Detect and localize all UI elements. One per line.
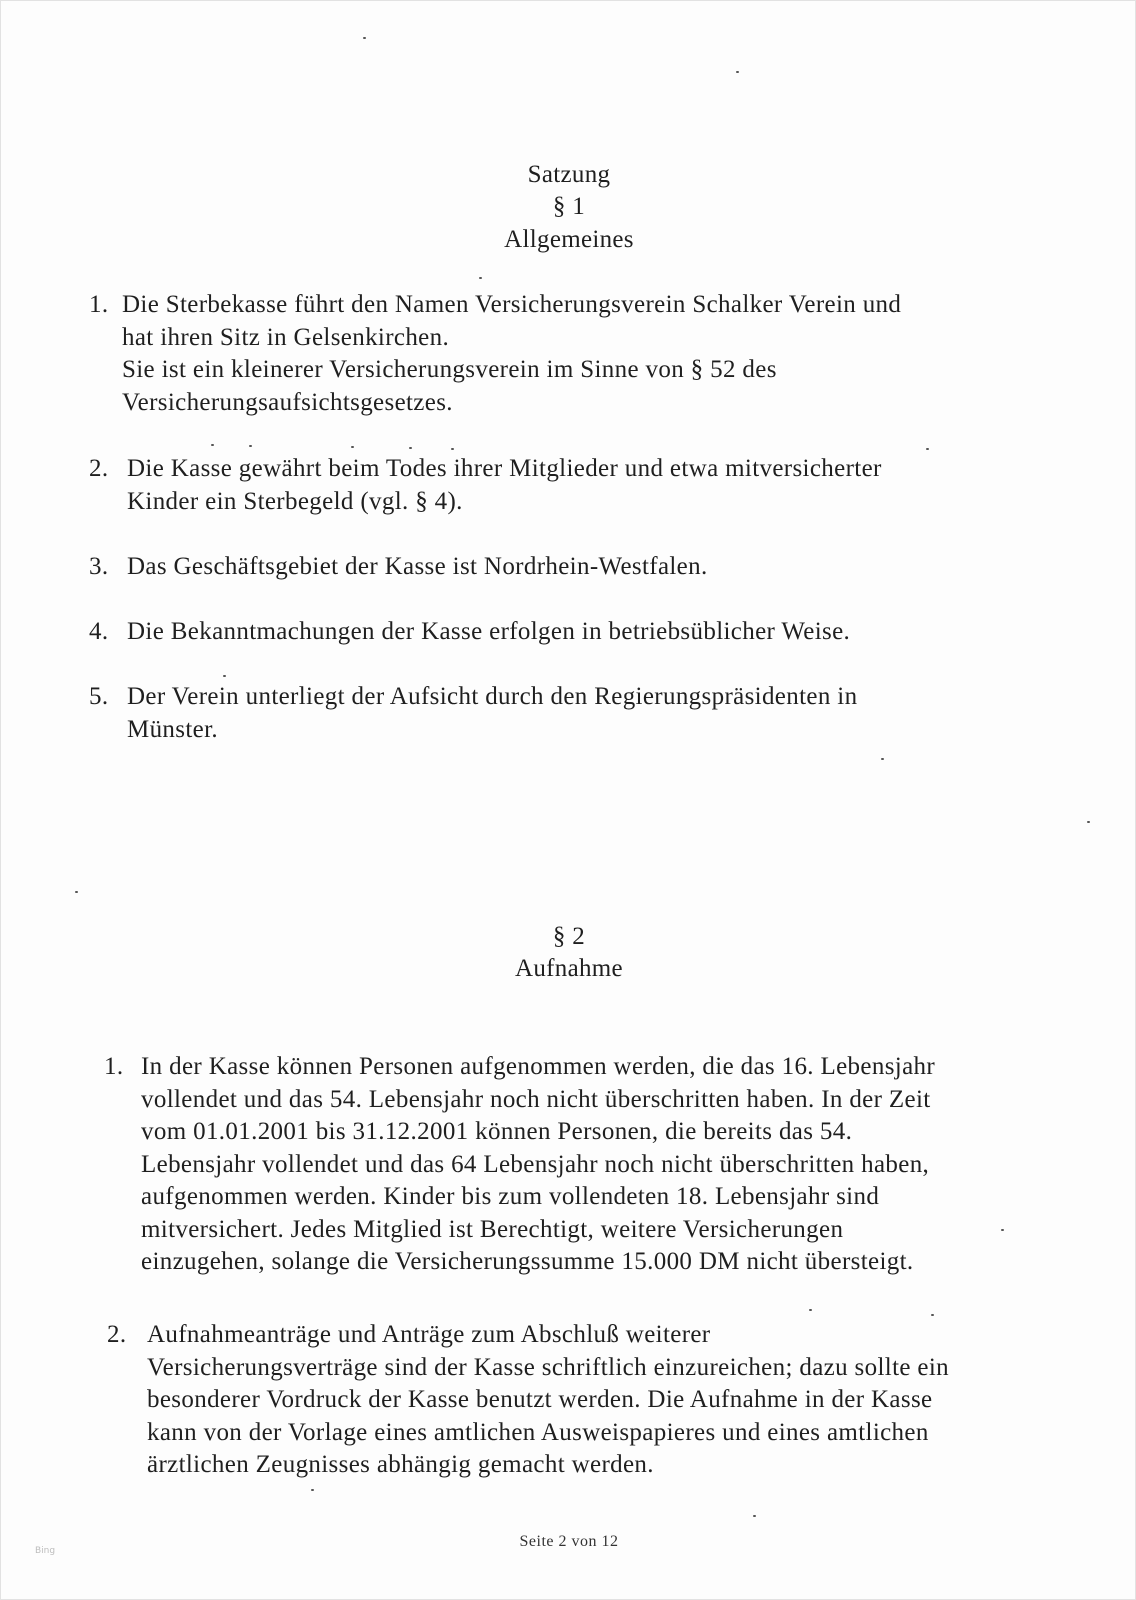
item-line: Die Sterbekasse führt den Namen Versicherungsverein Schalker Verein und (122, 291, 902, 318)
item-number: 5. (89, 683, 109, 710)
scan-speck (926, 448, 929, 450)
watermark-text: Bing (35, 1546, 56, 1556)
scan-speck (1001, 1229, 1004, 1231)
item-line: Sie ist ein kleinerer Versicherungsverein im Sinne von § 52 des (122, 356, 777, 383)
scan-speck (809, 1309, 812, 1311)
item-line: Die Bekanntmachungen der Kasse erfolgen in betriebsüblicher Weise. (127, 618, 851, 645)
scan-speck (881, 758, 884, 760)
scan-speck (363, 37, 366, 39)
document-title: Satzung (527, 161, 611, 188)
scan-speck (931, 1314, 934, 1316)
scan-speck (311, 1489, 314, 1491)
scan-speck (736, 71, 739, 73)
item-line: Die Kasse gewährt beim Todes ihrer Mitglieder und etwa mitversicherter (127, 455, 882, 482)
item-line: kann von der Vorlage eines amtlichen Ausweispapieres und eines amtlichen (147, 1418, 929, 1446)
page-number: Seite 2 von 12 (519, 1533, 619, 1550)
section-1-heading: Allgemeines (504, 226, 634, 253)
item-number: 1. (89, 291, 109, 318)
item-number: 3. (89, 553, 109, 580)
section-1-sign: § 1 (552, 193, 586, 220)
list-item (89, 616, 1089, 649)
scan-speck (1087, 821, 1090, 823)
item-line: In der Kasse können Personen aufgenommen werden, die das 16. Lebensjahr (141, 1053, 936, 1080)
item-line: Versicherungsaufsichtsgesetzes. (122, 388, 453, 416)
scan-speck (753, 1515, 756, 1517)
list-item (107, 1319, 1107, 1482)
list-item (89, 681, 1089, 746)
item-line: Aufnahmeanträge und Anträge zum Abschluß weiterer (147, 1321, 711, 1348)
item-line: mitversichert. Jedes Mitglied ist Berechtigt, weitere Versicherungen (141, 1215, 844, 1243)
item-line: aufgenommen werden. Kinder bis zum vollendeten 18. Lebensjahr sind (141, 1183, 880, 1210)
scan-speck (409, 447, 412, 449)
item-line: Lebensjahr vollendet und das 64 Lebensjahr noch nicht überschritten haben, (141, 1150, 930, 1178)
scan-speck (479, 277, 482, 279)
item-line: Kinder ein Sterbegeld (vgl. § 4). (127, 487, 463, 515)
item-line: einzugehen, solange die Versicherungssumme 15.000 DM nicht übersteigt. (141, 1248, 914, 1275)
scan-speck (451, 448, 454, 450)
item-line: Das Geschäftsgebiet der Kasse ist Nordrhein-Westfalen. (127, 553, 708, 580)
list-item (104, 1051, 1104, 1279)
item-line: ärztlichen Zeugnisses abhängig gemacht werden. (147, 1451, 654, 1478)
scan-speck (351, 446, 354, 448)
item-number: 1. (104, 1053, 124, 1080)
scan-speck (249, 445, 252, 447)
item-line: hat ihren Sitz in Gelsenkirchen. (122, 323, 450, 351)
scan-speck (75, 891, 78, 893)
scan-speck (223, 675, 226, 677)
item-line: Versicherungsverträge sind der Kasse schriftlich einzureichen; dazu sollte ein (147, 1353, 950, 1381)
item-line: besonderer Vordruck der Kasse benutzt werden. Die Aufnahme in der Kasse (147, 1386, 933, 1413)
section-2-sign: § 2 (552, 923, 586, 950)
item-number: 4. (89, 618, 109, 645)
item-number: 2. (107, 1321, 127, 1348)
scan-speck (211, 444, 214, 446)
section-2-heading: Aufnahme (515, 955, 623, 982)
item-line: Der Verein unterliegt der Aufsicht durch den Regierungspräsidenten in (127, 683, 858, 710)
item-line: Münster. (127, 715, 218, 743)
item-line: vom 01.01.2001 bis 31.12.2001 können Personen, die bereits das 54. (141, 1118, 853, 1145)
list-item (89, 289, 1089, 419)
list-item (89, 551, 1089, 584)
list-item (89, 453, 1089, 518)
item-line: vollendet und das 54. Lebensjahr noch nicht überschritten haben. In der Zeit (141, 1085, 931, 1113)
item-number: 2. (89, 455, 109, 482)
